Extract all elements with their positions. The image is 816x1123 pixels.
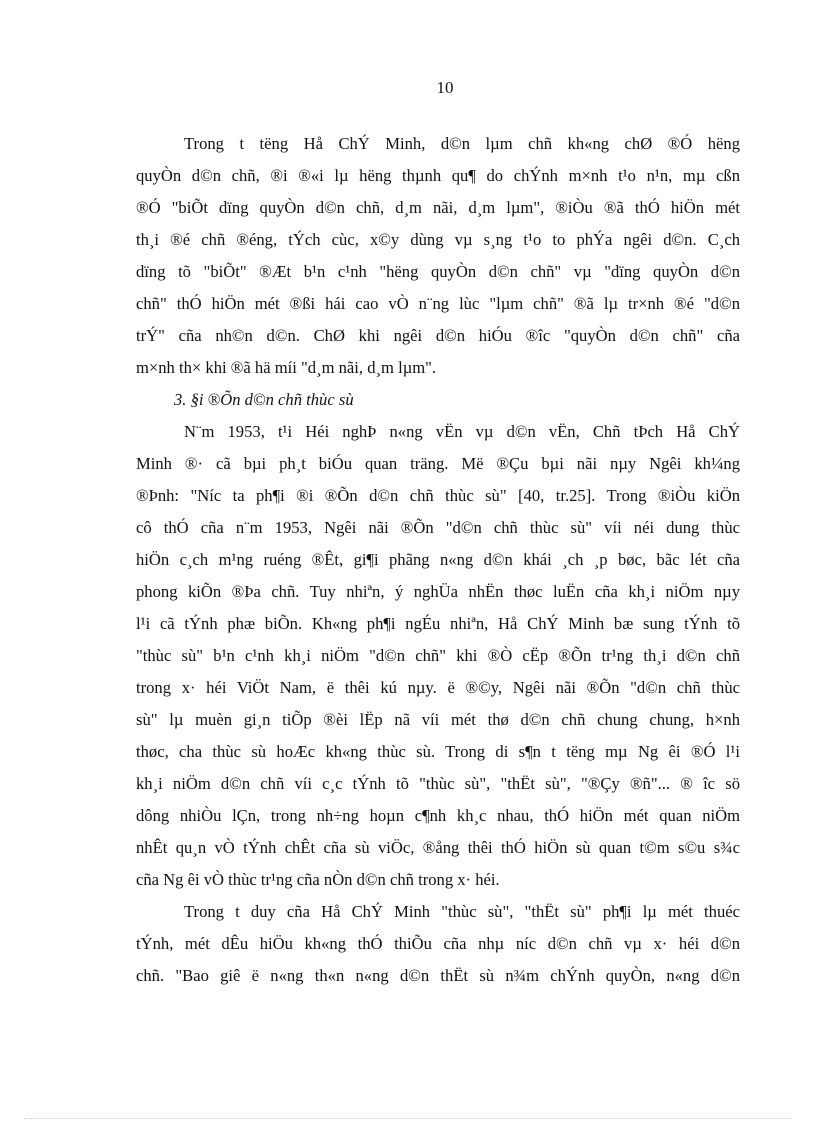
text-line: trong x· héi ViÖt Nam, ë thêi kú nµy. ë ®©y, Ngêi nãi ®Õn "d©n chñ thùc bbox=[136, 678, 740, 697]
text-line: Trong t tëng Hå ChÝ Minh, d©n lµm chñ kh«ng chØ ®Ó hëng bbox=[184, 134, 740, 153]
text-line: ®Þnh: "Níc ta ph¶i ®i ®Õn d©n chñ thùc sù" [40, tr.25]. Trong ®iÒu kiÖn bbox=[136, 486, 740, 505]
text-line: m×nh th× khi ®ã hä míi "d¸m nãi, d¸m lµm". bbox=[136, 358, 437, 377]
text-line: "thùc sù" b¹n c¹nh kh¸i niÖm "d©n chñ" khi ®Ò cËp ®Õn tr¹ng th¸i d©n chñ bbox=[136, 646, 740, 665]
text-line: chñ" thÓ hiÖn mét ®ßi hái cao vÒ n¨ng lùc "lµm chñ" ®ã lµ tr×nh ®é "d©n bbox=[136, 294, 740, 313]
text-line: tÝnh, mét dÊu hiÖu kh«ng thÓ thiÕu cña nhµ níc d©n chñ vµ x· héi d©n bbox=[136, 934, 740, 953]
text-line: kh¸i niÖm d©n chñ víi c¸c tÝnh tõ "thùc sù", "thËt sù", "®Çy ®ñ"... ® îc sö bbox=[136, 774, 740, 793]
text-line: dông nhiÒu lÇn, trong nh÷ng hoµn c¶nh kh¸c nhau, thÓ hiÖn mét quan niÖm bbox=[136, 806, 740, 825]
text-line: thøc, cha thùc sù hoÆc kh«ng thùc sù. Trong di s¶n t tëng mµ Ng êi ®Ó l¹i bbox=[136, 742, 740, 761]
page-number: 10 bbox=[436, 78, 454, 97]
text-line: dïng tõ "biÕt" ®Æt b¹n c¹nh "hëng quyÒn d©n chñ" vµ "dïng quyÒn d©n bbox=[136, 262, 740, 281]
text-line: phong kiÕn ®Þa chñ. Tuy nhiªn, ý nghÜa nhËn thøc luËn cña kh¸i niÖm nµy bbox=[136, 582, 740, 601]
body-text bbox=[136, 130, 740, 994]
text-line: Minh ®· cã bµi ph¸t biÓu quan träng. Më ®Çu bµi nãi nµy Ngêi kh¼ng bbox=[136, 454, 740, 473]
text-line: sù" lµ muèn gi¸n tiÕp ®èi lËp nã víi mét thø d©n chñ chung chung, h×nh bbox=[136, 710, 740, 729]
text-line: th¸i ®é chñ ®éng, tÝch cùc, x©y dùng vµ s¸ng t¹o to phÝa ngêi d©n. C¸ch bbox=[136, 230, 740, 249]
text-line: l¹i cã tÝnh phæ biÕn. Kh«ng ph¶i ngÉu nhiªn, Hå ChÝ Minh bæ sung tÝnh tõ bbox=[136, 614, 740, 633]
text-line: cña Ng êi vÒ thùc tr¹ng cña nÒn d©n chñ trong x· héi. bbox=[136, 870, 500, 889]
text-line: N¨m 1953, t¹i Héi nghÞ n«ng vËn vµ d©n vËn, Chñ tÞch Hå ChÝ bbox=[184, 422, 740, 441]
text-line: Trong t duy cña Hå ChÝ Minh "thùc sù", "thËt sù" ph¶i lµ mét thuéc bbox=[184, 902, 740, 921]
page-bottom-rule bbox=[24, 1118, 792, 1119]
text-line: trÝ" cña nh©n d©n. ChØ khi ngêi d©n hiÓu ®îc "quyÒn d©n chñ" cña bbox=[136, 326, 740, 345]
text-line: nhÊt qu¸n vÒ tÝnh chÊt cña sù viÖc, ®ång thêi thÓ hiÖn sù quan t©m s©u s¾c bbox=[136, 838, 740, 857]
text-line: quyÒn d©n chñ, ®i ®«i lµ hëng thµnh qu¶ do chÝnh m×nh t¹o n¹n, mµ cßn bbox=[136, 166, 740, 185]
text-line: ®Ó "biÕt dïng quyÒn d©n chñ, d¸m nãi, d¸m lµm", ®iÒu ®ã thÓ hiÖn mét bbox=[136, 198, 740, 217]
section-heading: 3. §i ®Õn d©n chñ thùc sù bbox=[174, 390, 354, 409]
text-line: cô thÓ cña n¨m 1953, Ngêi nãi ®Õn "d©n chñ thùc sù" víi néi dung thùc bbox=[136, 518, 740, 537]
text-line: chñ. "Bao giê ë n«ng th«n n«ng d©n thËt sù n¾m chÝnh quyÒn, n«ng d©n bbox=[136, 966, 740, 985]
text-line: hiÖn c¸ch m¹ng ruéng ®Êt, gi¶i phãng n«ng d©n khái ¸ch ¸p bøc, bãc lét cña bbox=[136, 550, 740, 569]
